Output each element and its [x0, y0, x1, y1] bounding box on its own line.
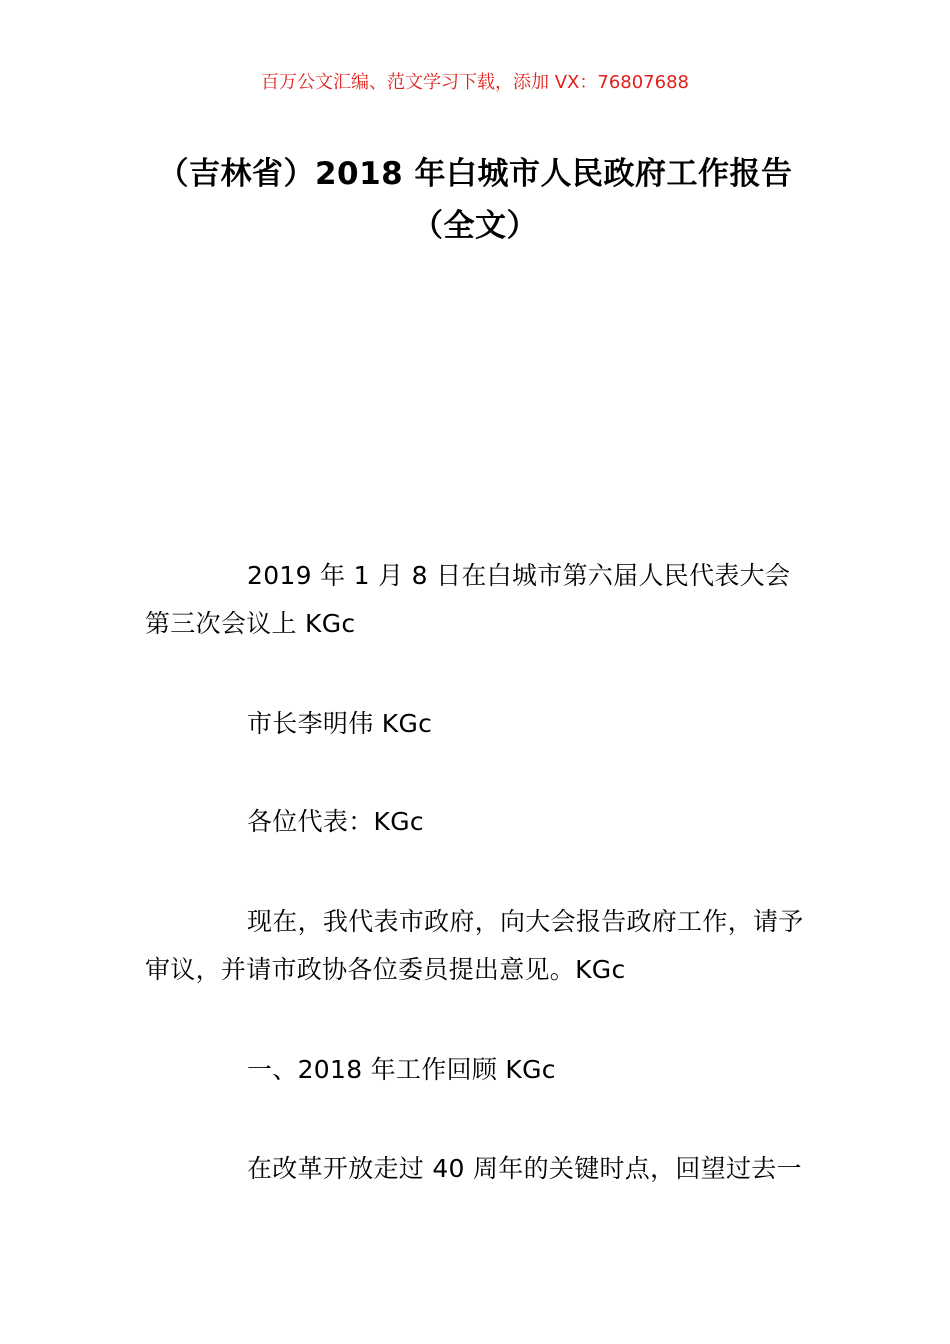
paragraph-meeting-info: 2019 年 1 月 8 日在白城市第六届人民代表大会第三次会议上 KGc [145, 561, 791, 638]
paragraph-greeting: 各位代表：KGc [247, 807, 424, 836]
document-title: （吉林省）2018 年白城市人民政府工作报告（全文） [157, 156, 793, 244]
paragraph-review-start: 在改革开放走过 40 周年的关键时点，回望过去一 [247, 1154, 802, 1183]
watermark-header: 百万公文汇编、范文学习下载，添加 VX：76807688 [261, 72, 689, 93]
paragraph-opening: 现在，我代表市政府，向大会报告政府工作，请予审议，并请市政协各位委员提出意见。KGc [145, 907, 804, 984]
section-heading: 一、2018 年工作回顾 KGc [247, 1055, 556, 1084]
paragraph-speaker: 市长李明伟 KGc [247, 709, 433, 738]
